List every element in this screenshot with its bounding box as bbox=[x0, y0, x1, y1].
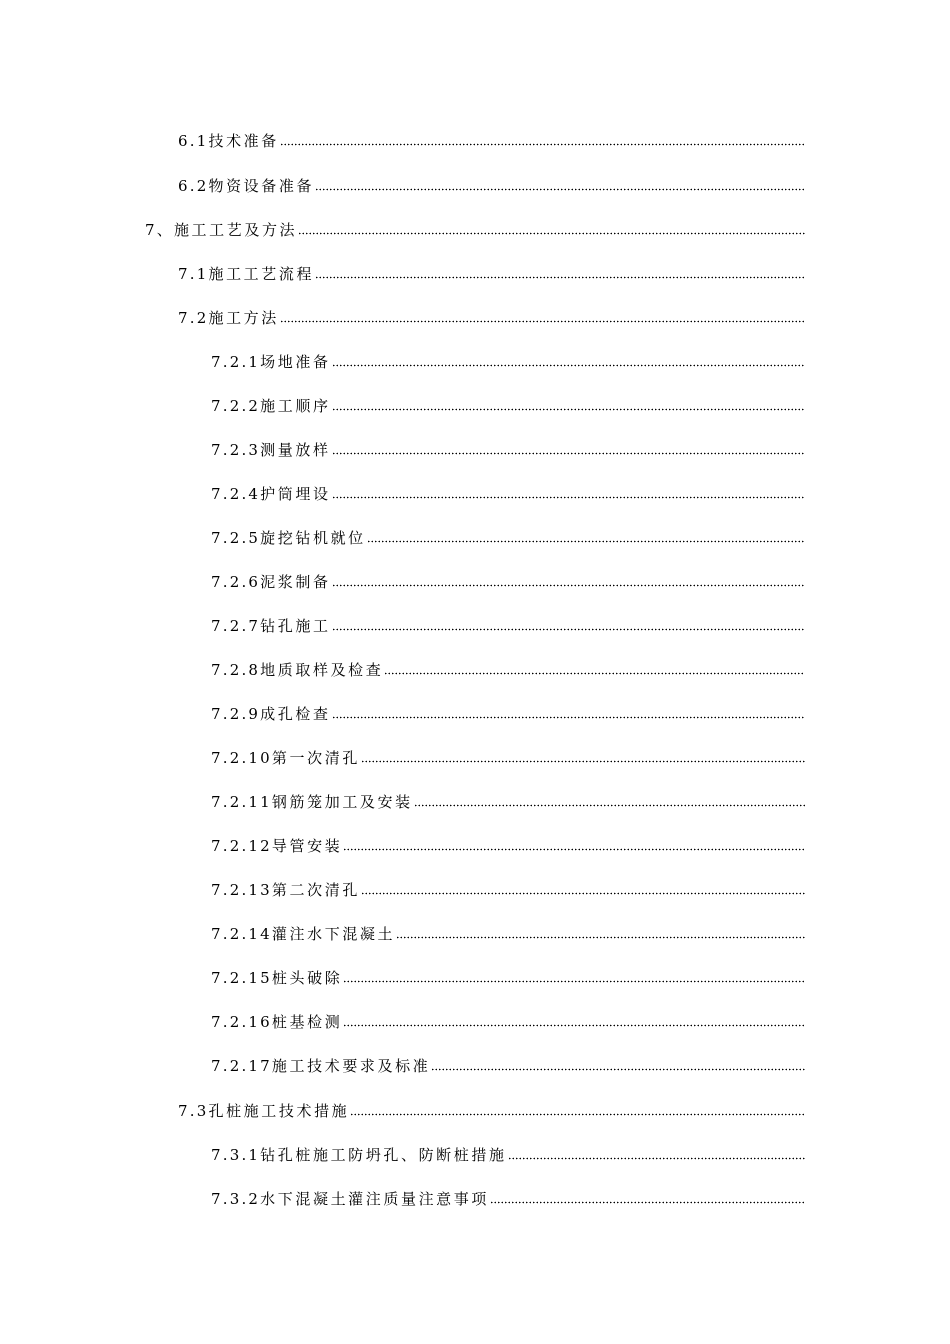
toc-entry[interactable] bbox=[211, 787, 805, 811]
dot-leader bbox=[350, 1113, 805, 1116]
toc-entry-number: 7.2.14 bbox=[211, 925, 272, 943]
toc-entry[interactable] bbox=[211, 1184, 805, 1208]
toc-entry[interactable] bbox=[211, 567, 805, 591]
toc-entry-title: 施工技术要求及标准 bbox=[271, 1057, 431, 1075]
toc-entry-title: 导管安装 bbox=[271, 837, 343, 855]
toc-entry-title: 桩基检测 bbox=[271, 1013, 343, 1031]
toc-entry[interactable] bbox=[178, 1096, 805, 1120]
toc-entry-number: 7.3.1 bbox=[211, 1146, 261, 1164]
toc-entry[interactable] bbox=[211, 1007, 805, 1031]
toc-entry[interactable] bbox=[178, 303, 805, 327]
toc-entry[interactable] bbox=[211, 523, 805, 547]
toc-entry[interactable] bbox=[178, 259, 805, 283]
toc-entry-number: 7.2.3 bbox=[211, 441, 261, 459]
toc-entry-title: 泥浆制备 bbox=[260, 573, 331, 591]
toc-entry[interactable] bbox=[211, 1051, 805, 1075]
toc-entry-number: 7.2.11 bbox=[211, 793, 272, 811]
toc-entry-title: 钢筋笼加工及安装 bbox=[271, 793, 413, 811]
toc-entry-title: 技术准备 bbox=[208, 132, 279, 150]
dot-leader bbox=[332, 496, 805, 499]
toc-entry[interactable] bbox=[178, 171, 805, 195]
toc-entry[interactable] bbox=[211, 479, 805, 503]
dot-leader bbox=[343, 980, 805, 983]
toc-entry-title: 旋挖钻机就位 bbox=[260, 529, 366, 547]
toc-entry-title: 第一次清孔 bbox=[271, 749, 360, 767]
dot-leader bbox=[361, 760, 805, 763]
toc-entry-number: 7.2.4 bbox=[211, 485, 261, 503]
toc-entry-number: 7.2.10 bbox=[211, 749, 272, 767]
toc-entry-title: 钻孔施工 bbox=[260, 617, 331, 635]
toc-entry-number: 7.2.12 bbox=[211, 837, 272, 855]
toc-entry-number: 7.2.16 bbox=[211, 1013, 272, 1031]
dot-leader bbox=[414, 804, 805, 807]
toc-entry-number: 7.2.5 bbox=[211, 529, 261, 547]
toc-entry-title: 物资设备准备 bbox=[208, 177, 315, 195]
dot-leader bbox=[315, 188, 805, 191]
toc-entry-number: 6.1 bbox=[178, 132, 209, 150]
toc-entry[interactable] bbox=[211, 391, 805, 415]
dot-leader bbox=[298, 232, 805, 235]
toc-entry-title: 场地准备 bbox=[260, 353, 331, 371]
toc-entry-number: 7.2.7 bbox=[211, 617, 261, 635]
toc-entry-number: 7.2.13 bbox=[211, 881, 272, 899]
toc-entry[interactable] bbox=[211, 435, 805, 459]
toc-entry-title: 灌注水下混凝土 bbox=[271, 925, 396, 943]
dot-leader bbox=[361, 892, 805, 895]
toc-entry-title: 桩头破除 bbox=[271, 969, 343, 987]
dot-leader bbox=[367, 540, 805, 543]
toc-entry-title: 第二次清孔 bbox=[271, 881, 360, 899]
toc-entry-title: 水下混凝土灌注质量注意事项 bbox=[260, 1190, 489, 1208]
toc-entry[interactable] bbox=[211, 743, 805, 767]
toc-entry-title: 护筒埋设 bbox=[260, 485, 331, 503]
dot-leader bbox=[332, 408, 805, 411]
toc-entry[interactable] bbox=[211, 875, 805, 899]
toc-entry-number: 7.2.6 bbox=[211, 573, 261, 591]
dot-leader bbox=[280, 320, 805, 323]
toc-entry-number: 7.1 bbox=[178, 265, 209, 283]
toc-entry-number: 7.2.9 bbox=[211, 705, 261, 723]
toc-entry-number: 7.2 bbox=[178, 309, 209, 327]
toc-entry-title: 施工顺序 bbox=[260, 397, 331, 415]
dot-leader bbox=[332, 716, 805, 719]
dot-leader bbox=[384, 672, 805, 675]
toc-entry-number: 7.3.2 bbox=[211, 1190, 261, 1208]
toc-entry-title: 成孔检查 bbox=[260, 705, 331, 723]
toc-entry[interactable] bbox=[211, 1140, 805, 1164]
toc-entry[interactable] bbox=[145, 215, 805, 239]
toc-entry[interactable] bbox=[211, 655, 805, 679]
dot-leader bbox=[332, 584, 805, 587]
toc-entry[interactable] bbox=[211, 831, 805, 855]
toc-entry-number: 7.3 bbox=[178, 1102, 209, 1120]
toc-entry-number: 7.2.2 bbox=[211, 397, 261, 415]
toc-entry[interactable] bbox=[211, 611, 805, 635]
dot-leader bbox=[343, 848, 805, 851]
toc-entry-title: 钻孔桩施工防坍孔、防断桩措施 bbox=[260, 1146, 507, 1164]
toc-entry-title: 施工工艺及方法 bbox=[173, 221, 298, 239]
toc-entry[interactable] bbox=[211, 347, 805, 371]
toc-entry-title: 测量放样 bbox=[260, 441, 331, 459]
toc-entry[interactable] bbox=[178, 126, 805, 150]
dot-leader bbox=[343, 1024, 805, 1027]
dot-leader bbox=[508, 1157, 805, 1160]
toc-entry-number: 7、 bbox=[145, 221, 174, 239]
toc-entry[interactable] bbox=[211, 699, 805, 723]
dot-leader bbox=[332, 452, 805, 455]
dot-leader bbox=[315, 276, 805, 279]
toc-entry-number: 7.2.1 bbox=[211, 353, 261, 371]
toc-entry-number: 6.2 bbox=[178, 177, 209, 195]
dot-leader bbox=[280, 143, 805, 146]
dot-leader bbox=[332, 364, 805, 367]
toc-entry-title: 孔桩施工技术措施 bbox=[208, 1102, 350, 1120]
toc-entry[interactable] bbox=[211, 963, 805, 987]
dot-leader bbox=[490, 1201, 805, 1204]
toc-entry-number: 7.2.8 bbox=[211, 661, 261, 679]
toc-entry-title: 施工方法 bbox=[208, 309, 279, 327]
toc-entry-title: 地质取样及检查 bbox=[260, 661, 384, 679]
toc-entry-title: 施工工艺流程 bbox=[208, 265, 315, 283]
dot-leader bbox=[332, 628, 805, 631]
dot-leader bbox=[396, 936, 805, 939]
dot-leader bbox=[431, 1068, 805, 1071]
toc-entry[interactable] bbox=[211, 919, 805, 943]
toc-entry-number: 7.2.17 bbox=[211, 1057, 272, 1075]
toc-entry-number: 7.2.15 bbox=[211, 969, 272, 987]
